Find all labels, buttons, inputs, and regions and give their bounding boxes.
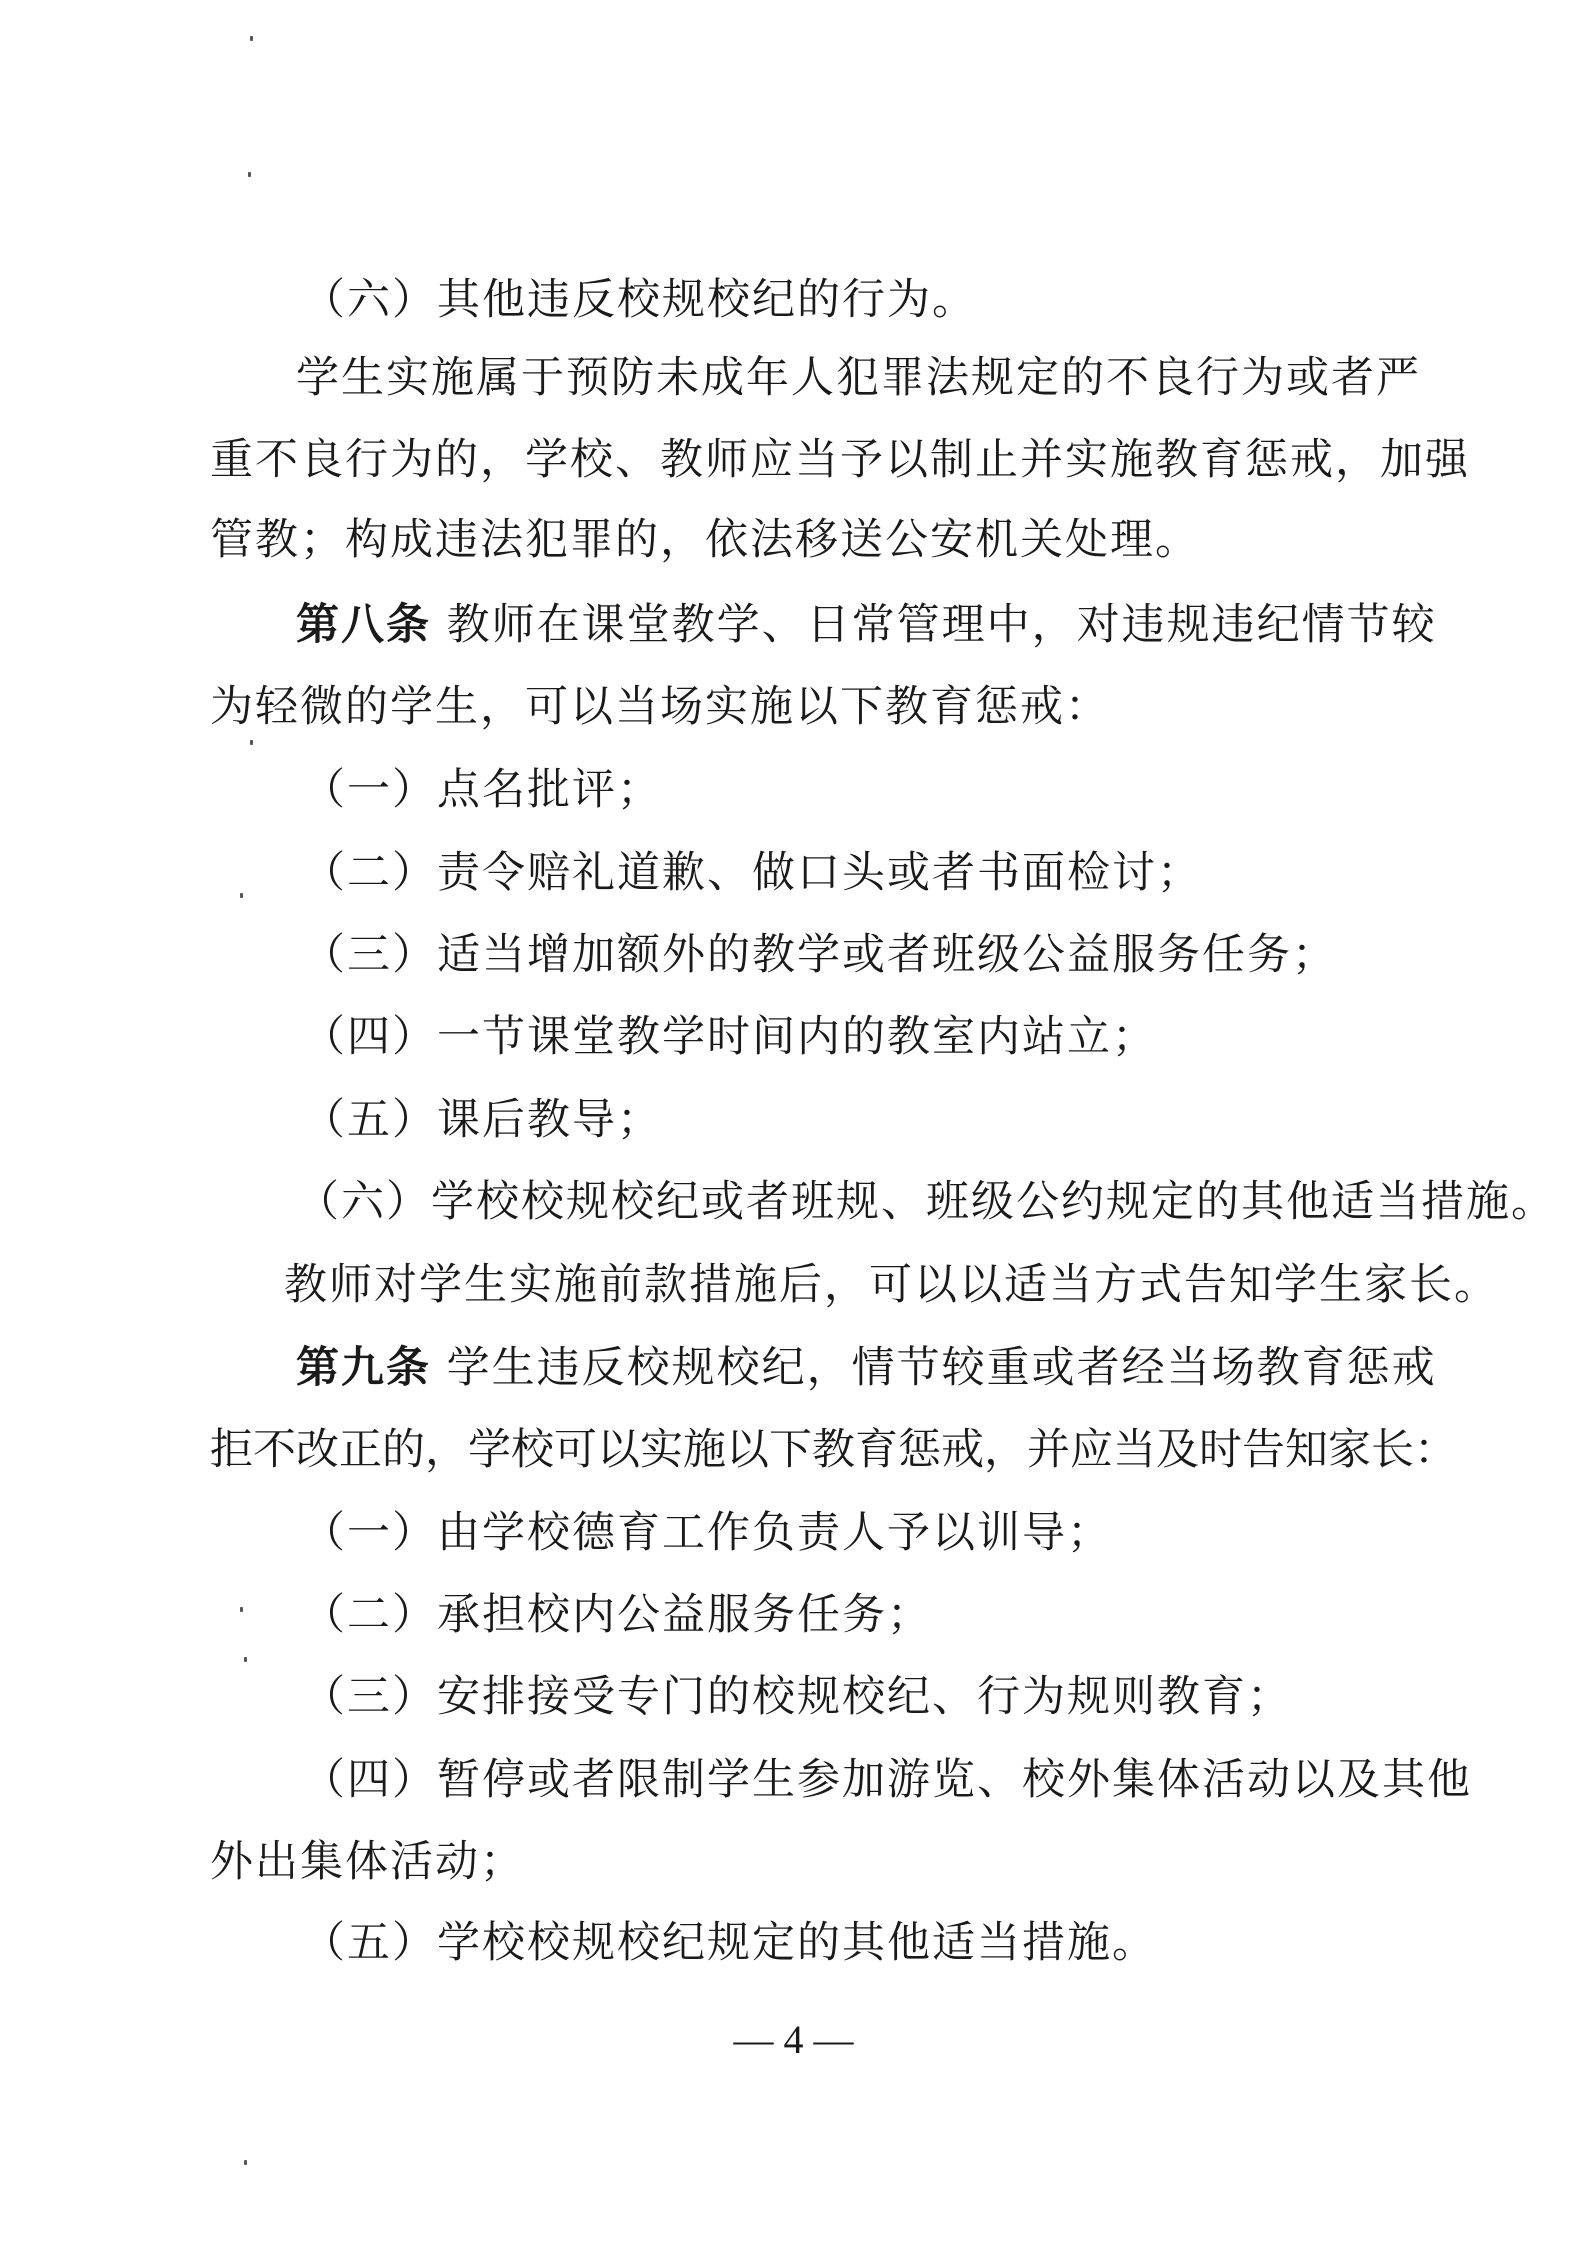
scan-speck (244, 2160, 247, 2165)
article-eight-heading: 第八条 (296, 600, 431, 650)
scan-speck (248, 172, 251, 177)
list-item: （一）点名批评； (302, 765, 662, 815)
article-eight-text: 教师在课堂教学、日常管理中，对违规违纪情节较 (446, 600, 1437, 650)
paragraph-line: 重不良行为的，学校、教师应当予以制止并实施教育惩戒，加强 (210, 435, 1470, 485)
scan-speck (240, 893, 243, 898)
article-nine-text: 学生违反校规校纪，情节较重或者经当场教育惩戒 (446, 1343, 1437, 1393)
paragraph-line: 拒不改正的，学校可以实施以下教育惩戒，并应当及时告知家长： (210, 1425, 1457, 1475)
list-item: （一）由学校德育工作负责人予以训导； (302, 1508, 1112, 1558)
page-number: — 4 — (733, 2017, 854, 2062)
scan-speck (240, 1607, 243, 1612)
list-item: （三）安排接受专门的校规校纪、行为规则教育； (302, 1672, 1292, 1722)
list-item: （六）学校校规校纪或者班规、班级公约规定的其他适当措施。 (296, 1177, 1556, 1227)
article-nine-line (296, 1338, 1476, 1398)
paragraph-line: 学生实施属于预防未成年人犯罪法规定的不良行为或者严 (296, 353, 1421, 403)
article-nine-heading: 第九条 (296, 1343, 431, 1393)
list-item-continuation: 外出集体活动； (210, 1837, 525, 1887)
paragraph-line: 为轻微的学生，可以当场实施以下教育惩戒： (210, 682, 1110, 732)
list-item: （五）课后教导； (302, 1095, 662, 1145)
item-six-other-violations: （六）其他违反校规校纪的行为。 (302, 275, 977, 325)
scan-speck (250, 740, 253, 745)
list-item: （二）责令赔礼道歉、做口头或者书面检讨； (302, 848, 1202, 898)
list-item: （二）承担校内公益服务任务； (302, 1590, 932, 1640)
article-eight-line (296, 595, 1476, 655)
scan-speck (250, 36, 253, 41)
list-item: （三）适当增加额外的教学或者班级公益服务任务； (302, 930, 1337, 980)
list-item: （四）一节课堂教学时间内的教室内站立； (302, 1012, 1157, 1062)
list-item: （五）学校校规校纪规定的其他适当措施。 (302, 1918, 1157, 1968)
paragraph-line: 教师对学生实施前款措施后，可以以适当方式告知学生家长。 (284, 1260, 1499, 1310)
paragraph-line: 管教；构成违法犯罪的，依法移送公安机关处理。 (210, 515, 1200, 565)
scan-speck (244, 1657, 247, 1662)
list-item: （四）暂停或者限制学生参加游览、校外集体活动以及其他 (302, 1755, 1472, 1805)
